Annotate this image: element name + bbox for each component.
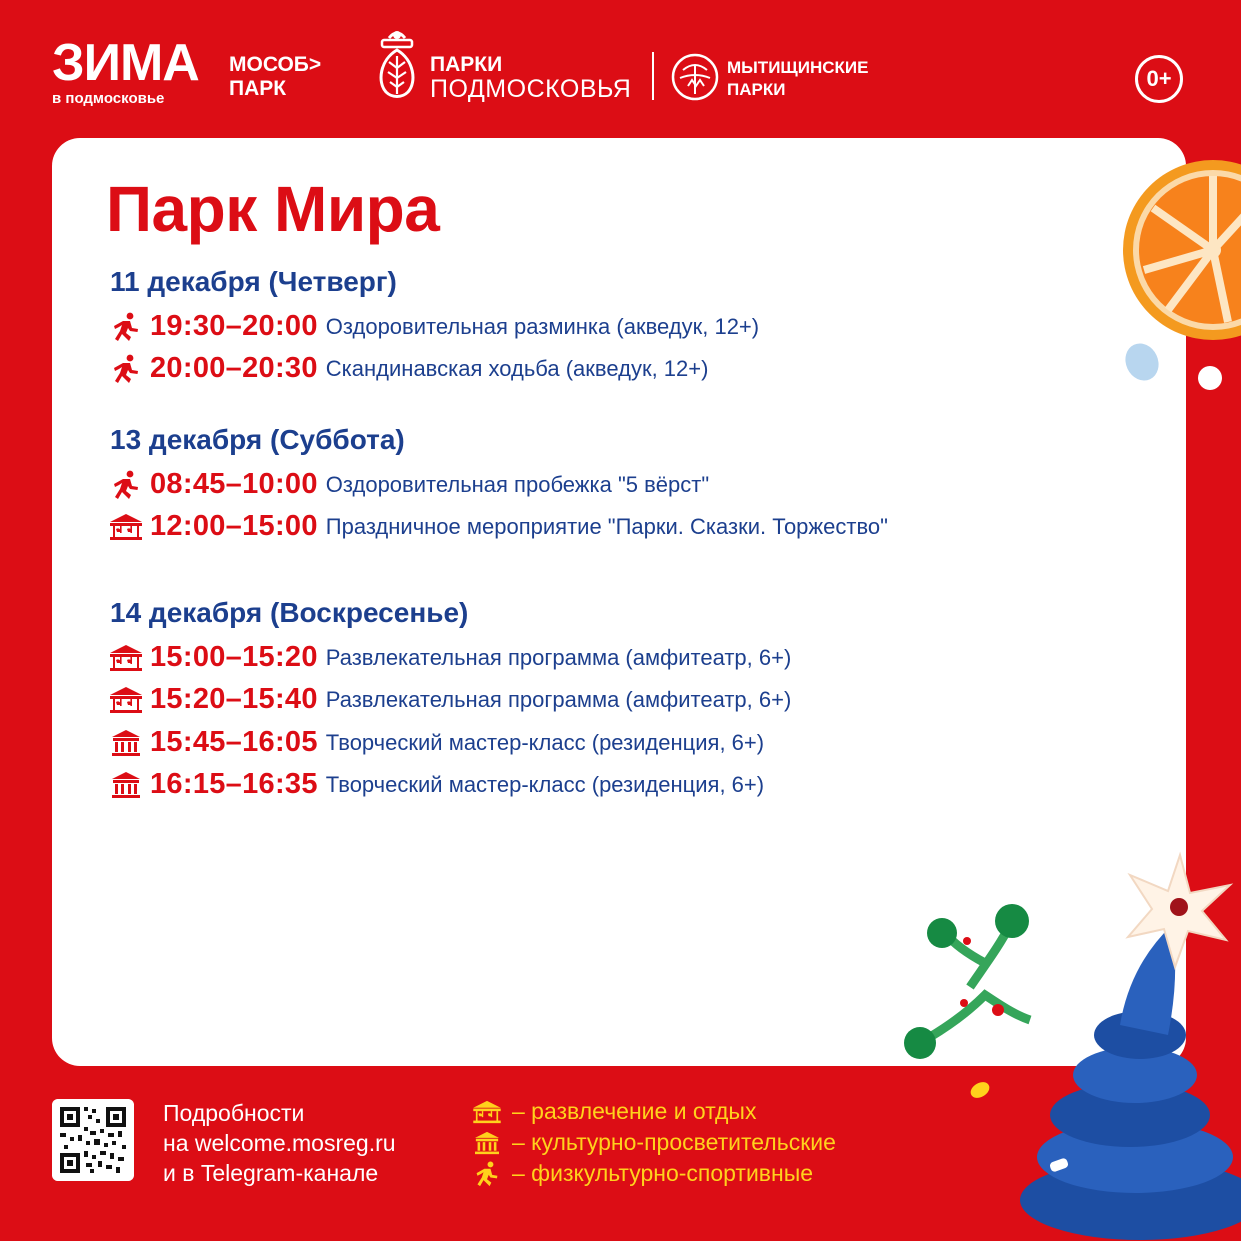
legend-text: – культурно-просветительские xyxy=(512,1129,836,1155)
event-description: Праздничное мероприятие "Парки. Сказки. Торжество" xyxy=(325,513,888,539)
snowflake-dots-decoration xyxy=(1120,340,1230,400)
event-row xyxy=(108,768,764,801)
legend xyxy=(472,1096,836,1189)
event-row xyxy=(108,310,759,343)
museum-icon xyxy=(108,728,144,758)
legend-text: – физкультурно-спортивные xyxy=(512,1160,814,1186)
event-description: Развлекательная программа (амфитеатр, 6+) xyxy=(325,686,792,712)
mytishchi-line1: МЫТИЩИНСКИЕ xyxy=(727,58,869,77)
day-heading: 11 декабря (Четверг) xyxy=(110,266,397,297)
parki-leaf-icon xyxy=(372,30,422,102)
sport-runner-icon xyxy=(108,354,144,384)
sport-runner-icon xyxy=(108,470,144,500)
details-line3: и в Telegram-канале xyxy=(163,1160,379,1186)
qr-code[interactable] xyxy=(52,1099,134,1181)
event-description: Оздоровительная разминка (акведук, 12+) xyxy=(325,313,760,339)
event-time: 15:20–15:40 xyxy=(150,683,318,715)
zima-logo xyxy=(52,34,199,108)
day-heading: 13 декабря (Суббота) xyxy=(110,424,405,455)
event-row xyxy=(108,468,709,501)
event-row xyxy=(108,683,791,716)
sport-runner-icon xyxy=(108,312,144,342)
header-divider xyxy=(652,52,654,100)
event-time: 15:00–15:20 xyxy=(150,641,318,673)
legend-text: – развлечение и отдых xyxy=(512,1098,757,1124)
mosobpark-line1: МОСОБ> xyxy=(229,53,322,76)
sport-runner-icon xyxy=(472,1161,502,1187)
event-time: 20:00–20:30 xyxy=(150,352,318,384)
event-time: 15:45–16:05 xyxy=(150,726,318,758)
parki-line1: ПАРКИ xyxy=(430,53,503,76)
mytishchi-emblem-icon xyxy=(670,52,720,102)
mosobpark-line2: ПАРК xyxy=(229,77,287,100)
christmas-tree-decoration xyxy=(890,845,1241,1241)
event-row xyxy=(108,510,888,543)
zima-logo-title: ЗИМА xyxy=(52,34,199,92)
event-row xyxy=(108,726,764,759)
event-description: Оздоровительная пробежка "5 вёрст" xyxy=(325,471,710,497)
event-description: Развлекательная программа (амфитеатр, 6+) xyxy=(325,644,792,670)
carousel-icon xyxy=(108,685,144,715)
event-row xyxy=(108,641,791,674)
mytishchi-line2: ПАРКИ xyxy=(727,80,786,99)
mosobpark-logo xyxy=(229,53,321,101)
event-description: Творческий мастер-класс (резиденция, 6+) xyxy=(325,771,765,797)
parki-line2: ПОДМОСКОВЬЯ xyxy=(430,75,632,103)
event-description: Скандинавская ходьба (акведук, 12+) xyxy=(325,355,709,381)
event-time: 08:45–10:00 xyxy=(150,468,318,500)
event-time: 12:00–15:00 xyxy=(150,510,318,542)
details-text xyxy=(163,1098,396,1188)
legend-item xyxy=(472,1096,836,1127)
zima-logo-subtitle: в подмосковье xyxy=(52,90,165,107)
parki-podmoskovya-logo xyxy=(430,53,631,101)
event-time: 19:30–20:00 xyxy=(150,310,318,342)
day-heading: 14 декабря (Воскресенье) xyxy=(110,597,469,628)
carousel-icon xyxy=(472,1099,502,1125)
orange-slice-decoration xyxy=(1118,150,1241,350)
page-title: Парк Мира xyxy=(106,173,440,245)
legend-item xyxy=(472,1127,836,1158)
details-line2[interactable]: на welcome.mosreg.ru xyxy=(163,1130,396,1156)
museum-icon xyxy=(472,1130,502,1156)
event-description: Творческий мастер-класс (резиденция, 6+) xyxy=(325,729,765,755)
carousel-icon xyxy=(108,512,144,542)
legend-item xyxy=(472,1158,836,1189)
age-rating-badge: 0+ xyxy=(1135,55,1183,103)
museum-icon xyxy=(108,770,144,800)
mytishchi-parki-logo xyxy=(727,57,868,101)
event-row xyxy=(108,352,708,385)
details-line1: Подробности xyxy=(163,1100,305,1126)
carousel-icon xyxy=(108,643,144,673)
event-time: 16:15–16:35 xyxy=(150,768,318,800)
